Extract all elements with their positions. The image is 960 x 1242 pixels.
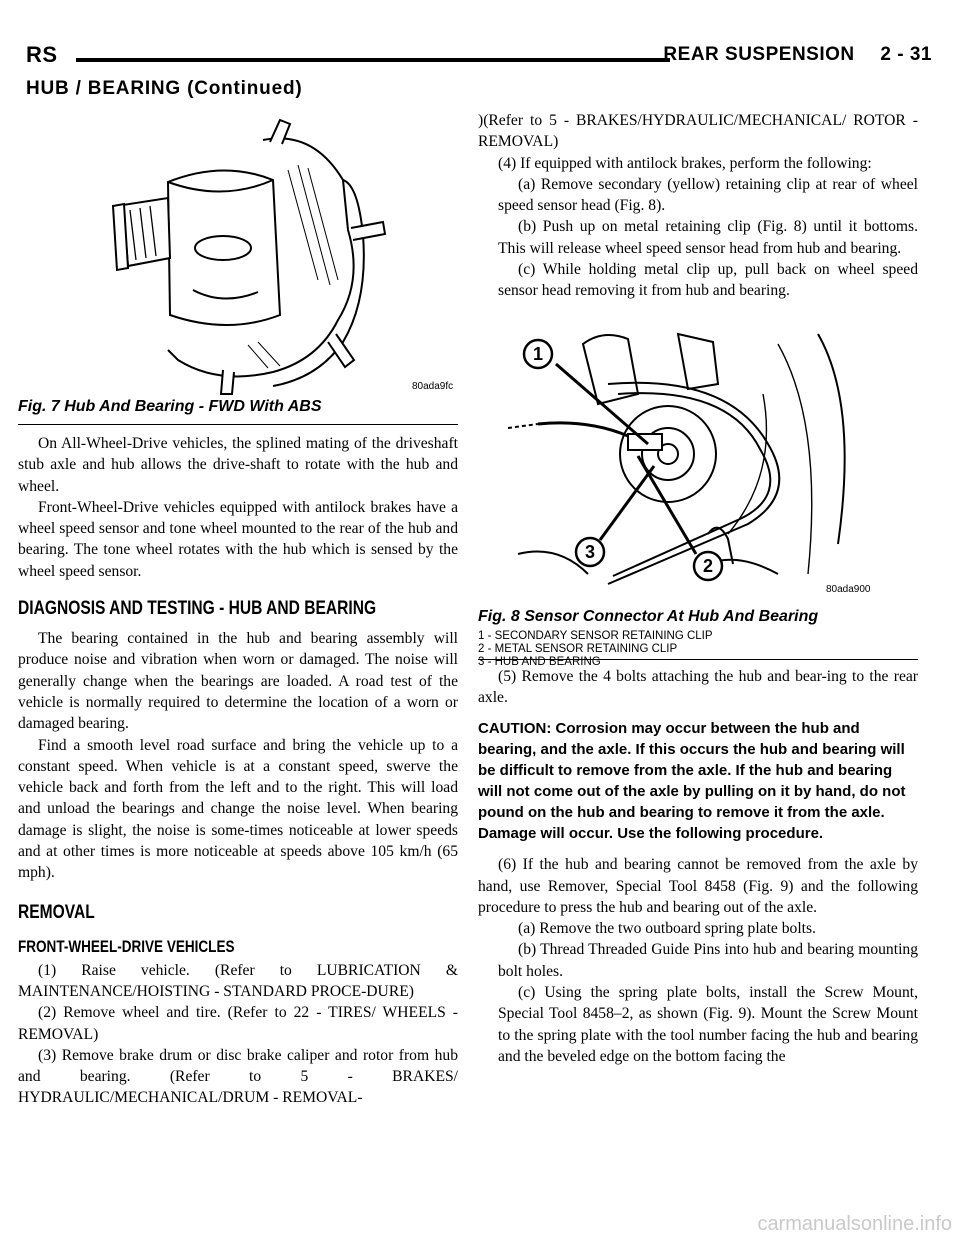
callout-1: 1 bbox=[532, 343, 544, 364]
step-3-continuation: )(Refer to 5 - BRAKES/HYDRAULIC/MECHANICAL/ ROTOR - REMOVAL) bbox=[478, 112, 918, 151]
caution-note: CAUTION: Corrosion may occur between the hub and bearing, and the axle. If this occurs the hub and bearing will be difficult to remove from the axle. If the hub and bearing will not come out of the axle by pulling on it by hand, do not pound on the hub and bearing to remove it from the axle. Damage will occur. Use the following procedure. bbox=[478, 720, 906, 843]
heading-diagnosis: DIAGNOSIS AND TESTING - HUB AND BEARING bbox=[18, 598, 377, 620]
removal-step-6: (6) If the hub and bearing cannot be removed from the axle by hand, use Remover, Special Tool 8458 (Fig. 9) and the following procedure to press the hub and bearing out of the axle. bbox=[478, 856, 918, 916]
substep-4c: (c) While holding metal clip up, pull back on wheel speed sensor head removing it from hub and bearing. bbox=[498, 261, 918, 300]
removal-step-1: (1) Raise vehicle. (Refer to LUBRICATION & MAINTENANCE/HOISTING - STANDARD PROCE-DURE) bbox=[18, 961, 458, 1000]
substep-4a: (a) Remove secondary (yellow) retaining clip at rear of wheel speed sensor head (Fig. 8). bbox=[498, 175, 918, 215]
removal-step-3: (3) Remove brake drum or disc brake caliper and rotor from hub and bearing. (Refer to 5 - BRAKES/ HYDRAULIC/MECHANICAL/DRUM - REMOVAL- bbox=[18, 1046, 458, 1107]
removal-step-2: (2) Remove wheel and tire. (Refer to 22 - TIRES/ WHEELS - REMOVAL) bbox=[18, 1004, 458, 1043]
continued-heading: HUB / BEARING (Continued) bbox=[26, 78, 303, 99]
legend-item-1: 1 - SECONDARY SENSOR RETAINING CLIP bbox=[478, 629, 713, 642]
hub-bearing-illustration bbox=[18, 110, 458, 398]
figure-8 bbox=[478, 324, 918, 668]
paragraph-diag-1: The bearing contained in the hub and bearing assembly will produce noise and vibration when worn or damaged. The noise will generally change when the bearings are loaded. A road test of the vehicle is normally required to determine the location of a worn or damaged bearing. bbox=[18, 630, 458, 733]
figure-8-legend bbox=[478, 630, 918, 673]
removal-step-4: (4) If equipped with antilock brakes, perform the following: bbox=[498, 154, 872, 172]
paragraph-diag-2: Find a smooth level road surface and bring the vehicle up to a constant speed. When vehicle is at a constant speed, swerve the vehicle back and forth from the left and to the right. This will load and unload the bearings and change the noise level. When bearing damage is slight, the noise is some-times noticeable at lower speeds and at other times is more noticeable at speeds above 105 km/h (65 mph). bbox=[18, 736, 458, 882]
figure-8-id: 80ada900 bbox=[826, 583, 871, 595]
section-title: REAR SUSPENSION bbox=[663, 44, 855, 65]
heading-removal: REMOVAL bbox=[18, 901, 95, 923]
figure-7-id: 80ada9fc bbox=[412, 381, 454, 392]
removal-step-5: (5) Remove the 4 bolts attaching the hub and bear-ing to the rear axle. bbox=[478, 667, 918, 706]
right-column bbox=[478, 110, 918, 1067]
watermark: carmanualsonline.info bbox=[757, 1213, 952, 1235]
paragraph-awd: On All-Wheel-Drive vehicles, the splined mating of the driveshaft stub axle and hub allows the drive-shaft to rotate with the hub and wheel. bbox=[18, 435, 458, 495]
callout-3: 3 bbox=[584, 541, 596, 562]
figure-7 bbox=[18, 110, 458, 425]
callout-2: 2 bbox=[702, 555, 714, 576]
legend-item-3: 3 - HUB AND BEARING bbox=[478, 655, 601, 668]
header-rule bbox=[76, 58, 670, 62]
subheading-fwd: FRONT-WHEEL-DRIVE VEHICLES bbox=[18, 937, 235, 956]
sensor-connector-illustration bbox=[478, 324, 918, 604]
substep-6b: (b) Thread Threaded Guide Pins into hub and bearing mounting bolt holes. bbox=[498, 941, 918, 980]
figure-7-caption: Fig. 7 Hub And Bearing - FWD With ABS bbox=[18, 398, 322, 415]
substep-6c: (c) Using the spring plate bolts, install the Screw Mount, Special Tool 8458–2, as shown (Fig. 9). Mount the Screw Mount to the spring plate with the tool number facing the hub and bearing and the beveled edge on the bottom facing the bbox=[498, 984, 918, 1065]
substep-6a: (a) Remove the two outboard spring plate bolts. bbox=[518, 920, 816, 938]
substep-4b: (b) Push up on metal retaining clip (Fig. 8) until it bottoms. This will release wheel speed sensor head from hub and bearing. bbox=[498, 218, 918, 257]
page-header-right bbox=[663, 44, 932, 66]
left-column bbox=[18, 110, 458, 1109]
paragraph-fwd-abs: Front-Wheel-Drive vehicles equipped with antilock brakes have a wheel speed sensor and tone wheel mounted to the rear of the hub and bearing. The tone wheel rotates with the hub which is sensed by the wheel speed sensor. bbox=[18, 498, 458, 580]
section-code: RS bbox=[26, 42, 58, 67]
figure-8-caption: Fig. 8 Sensor Connector At Hub And Bearing bbox=[478, 607, 819, 625]
page-number: 2 - 31 bbox=[880, 44, 932, 65]
legend-item-2: 2 - METAL SENSOR RETAINING CLIP bbox=[478, 642, 678, 655]
